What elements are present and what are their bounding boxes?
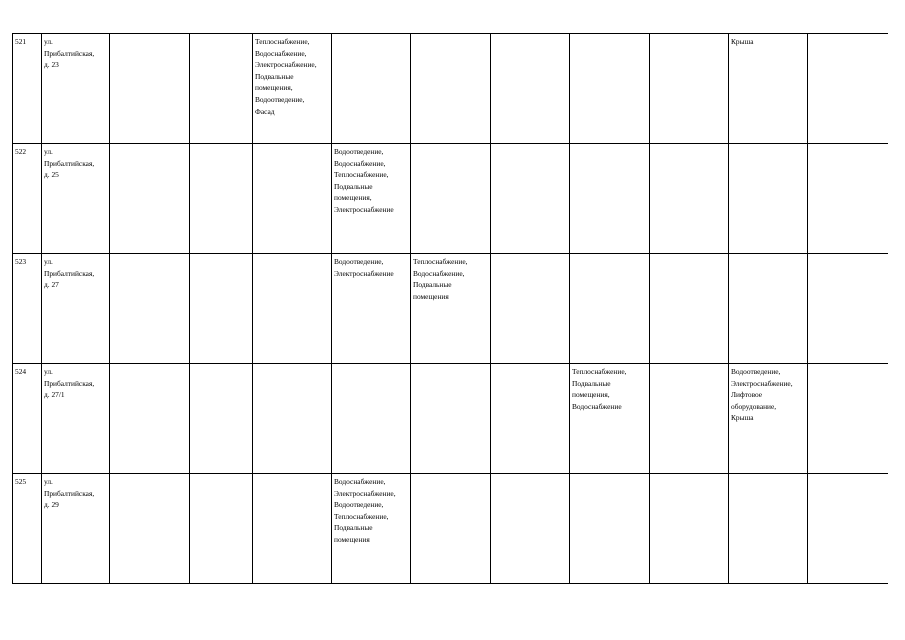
work-type-cell <box>190 474 253 584</box>
work-type-cell <box>332 474 411 584</box>
table-body <box>13 34 888 584</box>
address-text: ул. Прибалтийская, д. 23 <box>44 37 95 70</box>
row-number-cell <box>13 34 42 144</box>
row-number: 521 <box>15 37 27 46</box>
work-type-cell <box>411 144 491 254</box>
work-type-cell <box>110 254 190 364</box>
work-type-cell <box>332 144 411 254</box>
work-type-cell <box>253 474 332 584</box>
work-type-cell <box>332 34 411 144</box>
work-type-cell <box>650 144 729 254</box>
work-type-cell <box>808 254 888 364</box>
work-type-cell <box>729 364 808 474</box>
work-type-cell <box>190 254 253 364</box>
row-number: 522 <box>15 147 27 156</box>
work-type-list: Водоотведение, Электроснабжение, Лифтовое оборудование, Крыша <box>731 367 793 423</box>
work-type-cell <box>411 364 491 474</box>
work-type-cell <box>491 364 570 474</box>
repair-schedule-sheet <box>12 33 888 584</box>
row-number-cell <box>13 364 42 474</box>
work-type-cell <box>332 254 411 364</box>
work-type-cell <box>110 34 190 144</box>
work-type-cell <box>808 474 888 584</box>
work-type-cell <box>570 144 650 254</box>
work-type-cell <box>650 364 729 474</box>
work-type-list: Крыша <box>731 37 754 46</box>
work-type-cell <box>491 254 570 364</box>
work-type-cell <box>808 34 888 144</box>
row-number: 525 <box>15 477 27 486</box>
work-type-cell <box>808 364 888 474</box>
work-type-cell <box>253 34 332 144</box>
table-row <box>13 34 888 144</box>
work-type-cell <box>190 34 253 144</box>
work-type-cell <box>253 364 332 474</box>
table-row <box>13 254 888 364</box>
work-type-cell <box>190 144 253 254</box>
work-type-cell <box>253 144 332 254</box>
address-text: ул. Прибалтийская, д. 29 <box>44 477 95 510</box>
row-number: 524 <box>15 367 27 376</box>
work-type-cell <box>729 34 808 144</box>
row-number: 523 <box>15 257 27 266</box>
row-number-cell <box>13 144 42 254</box>
work-type-list: Теплоснабжение, Водоснабжение, Подвальные помещения <box>413 257 468 301</box>
work-type-cell <box>650 34 729 144</box>
work-type-cell <box>570 254 650 364</box>
work-type-cell <box>491 474 570 584</box>
address-text: ул. Прибалтийская, д. 27/1 <box>44 367 95 400</box>
address-cell <box>42 34 110 144</box>
address-cell <box>42 474 110 584</box>
work-type-cell <box>570 34 650 144</box>
work-type-cell <box>729 144 808 254</box>
work-type-cell <box>729 254 808 364</box>
row-number-cell <box>13 254 42 364</box>
table-row <box>13 364 888 474</box>
work-type-cell <box>491 34 570 144</box>
work-type-cell <box>332 364 411 474</box>
work-type-cell <box>110 364 190 474</box>
row-number-cell <box>13 474 42 584</box>
work-type-cell <box>650 474 729 584</box>
work-type-cell <box>190 364 253 474</box>
work-type-cell <box>570 474 650 584</box>
table-row <box>13 474 888 584</box>
work-type-list: Водоснабжение, Электроснабжение, Водоотведение, Теплоснабжение, Подвальные помещения <box>334 477 396 544</box>
repair-schedule-table <box>12 33 888 584</box>
address-cell <box>42 144 110 254</box>
work-type-list: Водоотведение, Электроснабжение <box>334 257 394 278</box>
work-type-list: Водоотведение, Водоснабжение, Теплоснабжение, Подвальные помещения, Электроснабжение <box>334 147 394 214</box>
address-text: ул. Прибалтийская, д. 27 <box>44 257 95 290</box>
work-type-cell <box>110 144 190 254</box>
work-type-list: Теплоснабжение, Подвальные помещения, Водоснабжение <box>572 367 627 411</box>
work-type-cell <box>411 474 491 584</box>
work-type-list: Теплоснабжение, Водоснабжение, Электроснабжение, Подвальные помещения, Водоотведение, Фасад <box>255 37 317 116</box>
work-type-cell <box>411 254 491 364</box>
address-cell <box>42 364 110 474</box>
work-type-cell <box>650 254 729 364</box>
address-text: ул. Прибалтийская, д. 25 <box>44 147 95 180</box>
work-type-cell <box>110 474 190 584</box>
work-type-cell <box>491 144 570 254</box>
work-type-cell <box>570 364 650 474</box>
work-type-cell <box>808 144 888 254</box>
work-type-cell <box>411 34 491 144</box>
table-row <box>13 144 888 254</box>
address-cell <box>42 254 110 364</box>
work-type-cell <box>729 474 808 584</box>
work-type-cell <box>253 254 332 364</box>
